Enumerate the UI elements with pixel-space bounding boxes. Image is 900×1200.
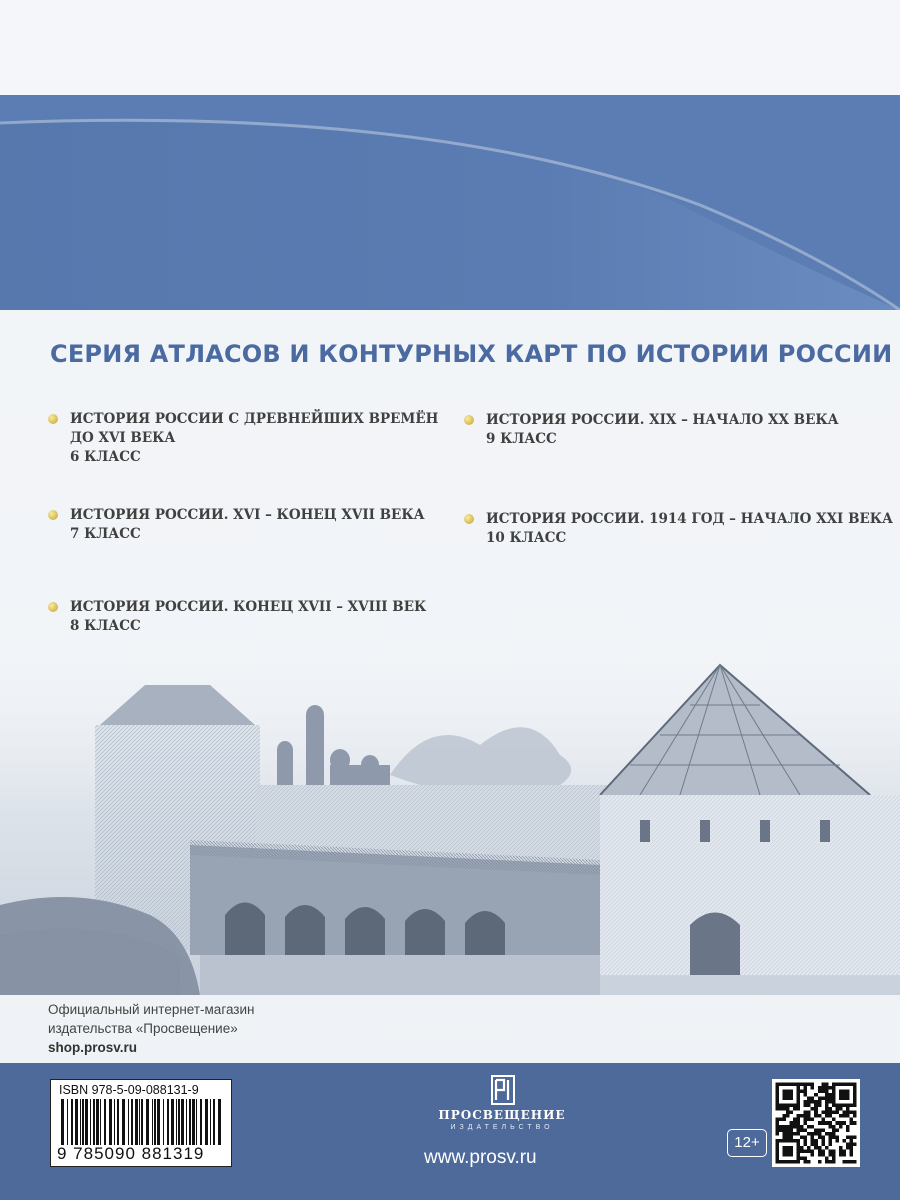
shop-info (48, 1000, 255, 1057)
barcode-block (50, 1079, 232, 1167)
book-title-line: ИСТОРИЯ РОССИИ. КОНЕЦ XVII – XVIII ВЕК (70, 599, 427, 615)
book-title-line: ДО XVI ВЕКА (70, 430, 176, 446)
book-grade: 9 КЛАСС (486, 431, 557, 447)
shop-line: Официальный интернет-магазин (48, 1002, 255, 1017)
book-grade: 10 КЛАСС (486, 530, 567, 546)
book-grade: 6 КЛАСС (70, 449, 141, 465)
barcode-icon (57, 1099, 227, 1145)
book-grade: 7 КЛАСС (70, 526, 141, 542)
book-title-line: ИСТОРИЯ РОССИИ. 1914 ГОД – НАЧАЛО XXI ВЕКА (486, 511, 894, 527)
barcode-digits: 9 785090 881319 (57, 1144, 205, 1163)
book-grade-7 (70, 506, 425, 544)
bullet-icon (464, 415, 474, 425)
book-grade: 8 КЛАСС (70, 618, 141, 634)
shop-line: издательства «Просвещение» (48, 1021, 238, 1036)
isbn-label: ISBN 978-5-09-088131-9 (59, 1083, 199, 1097)
bullet-icon (48, 510, 58, 520)
book-grade-9 (486, 411, 839, 449)
publisher-name: ПРОСВЕЩЕНИЕ (438, 1108, 566, 1122)
book-grade-10 (486, 510, 893, 548)
bullet-icon (48, 602, 58, 612)
book-title-line: ИСТОРИЯ РОССИИ. XIX – НАЧАЛО XX ВЕКА (486, 412, 839, 428)
book-grade-6 (70, 410, 438, 467)
top-blue-band (0, 95, 900, 310)
book-grade-8 (70, 598, 426, 636)
kremlin-engraving (0, 655, 900, 995)
website-link[interactable]: www.prosv.ru (424, 1147, 537, 1168)
shop-link[interactable]: shop.prosv.ru (48, 1040, 138, 1055)
age-rating-badge: 12+ (727, 1129, 767, 1157)
series-title: СЕРИЯ АТЛАСОВ И КОНТУРНЫХ КАРТ ПО ИСТОРИИ РОССИИ (50, 340, 893, 368)
book-title-line: ИСТОРИЯ РОССИИ С ДРЕВНЕЙШИХ ВРЕМЁН (70, 411, 439, 427)
bullet-icon (464, 514, 474, 524)
qr-code-icon[interactable] (772, 1079, 860, 1167)
bullet-icon (48, 414, 58, 424)
publisher-sub: ИЗДАТЕЛЬСТВО (450, 1124, 554, 1131)
book-title-line: ИСТОРИЯ РОССИИ. XVI – КОНЕЦ XVII ВЕКА (70, 507, 425, 523)
